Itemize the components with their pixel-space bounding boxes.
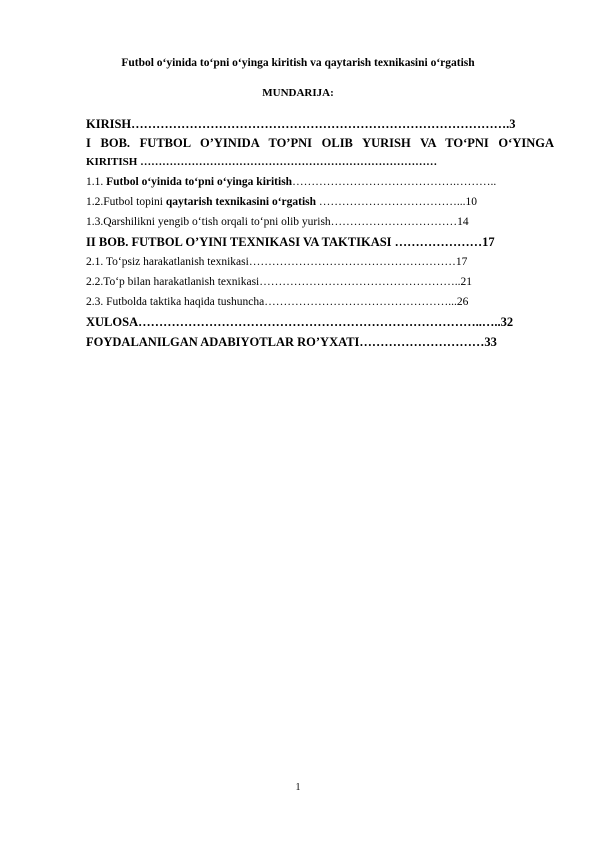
toc-entry-bob2: II BOB. FUTBOL O’YINI TEXNIKASI VA TAKTIKASI …………………17 [86,235,495,249]
table-of-contents [86,114,554,352]
toc-entry-1-1-dots: …………………………………….……….. [292,176,497,188]
document-title: Futbol o‘yinida to‘pni o‘yinga kiritish va qaytarish texnikasini o‘rgatish [121,57,475,69]
toc-entry-bob1-line1: I BOB. FUTBOL O’YINIDA TO’PNI OLIB YURISH VA TO‘PNI O‘YINGA [86,136,554,150]
toc-entry-bob1 [86,134,554,172]
toc-entry-bob1-line2: KIRITISH ……………………………………………………………………… [86,156,438,168]
toc-entry-2-1: 2.1. To‘psiz harakatlanish texnikasi………………………………………………17 [86,256,468,268]
toc-entry-1-3: 1.3.Qarshilikni yengib o‘tish orqali to‘pni olib yurish……………………………14 [86,216,469,228]
toc-entry-1-1-title: Futbol o‘yinida to‘pni o‘yinga kiritish [106,176,293,188]
toc-heading: MUNDARIJA: [262,87,334,99]
toc-entry-2-2: 2.2.To‘p bilan harakatlanish texnikasi……………………………………………..21 [86,276,472,288]
page-number: 1 [295,782,301,793]
toc-entry-1-2-dots: ………………………………...10 [316,196,478,208]
toc-entry-2-3: 2.3. Futbolda taktika haqida tushuncha…………………………………………...26 [86,296,469,308]
toc-entry-xulosa: XULOSA………………………………………………………………………..…..32 [86,315,514,329]
toc-entry-1-2-prefix: 1.2.Futbol topini [86,196,163,208]
toc-entry-foydalanilgan: FOYDALANILGAN ADABIYOTLAR RO’YXATI…………………………33 [86,335,497,349]
toc-entry-1-1-number: 1.1. [86,176,104,188]
toc-entry-1-2-title: qaytarish texnikasini o‘rgatish [165,196,317,208]
toc-entry-1-2 [86,192,554,212]
toc-entry-kirish: KIRISH……………………………………………………………………………….3 [86,117,516,131]
toc-entry-1-1 [86,172,554,192]
